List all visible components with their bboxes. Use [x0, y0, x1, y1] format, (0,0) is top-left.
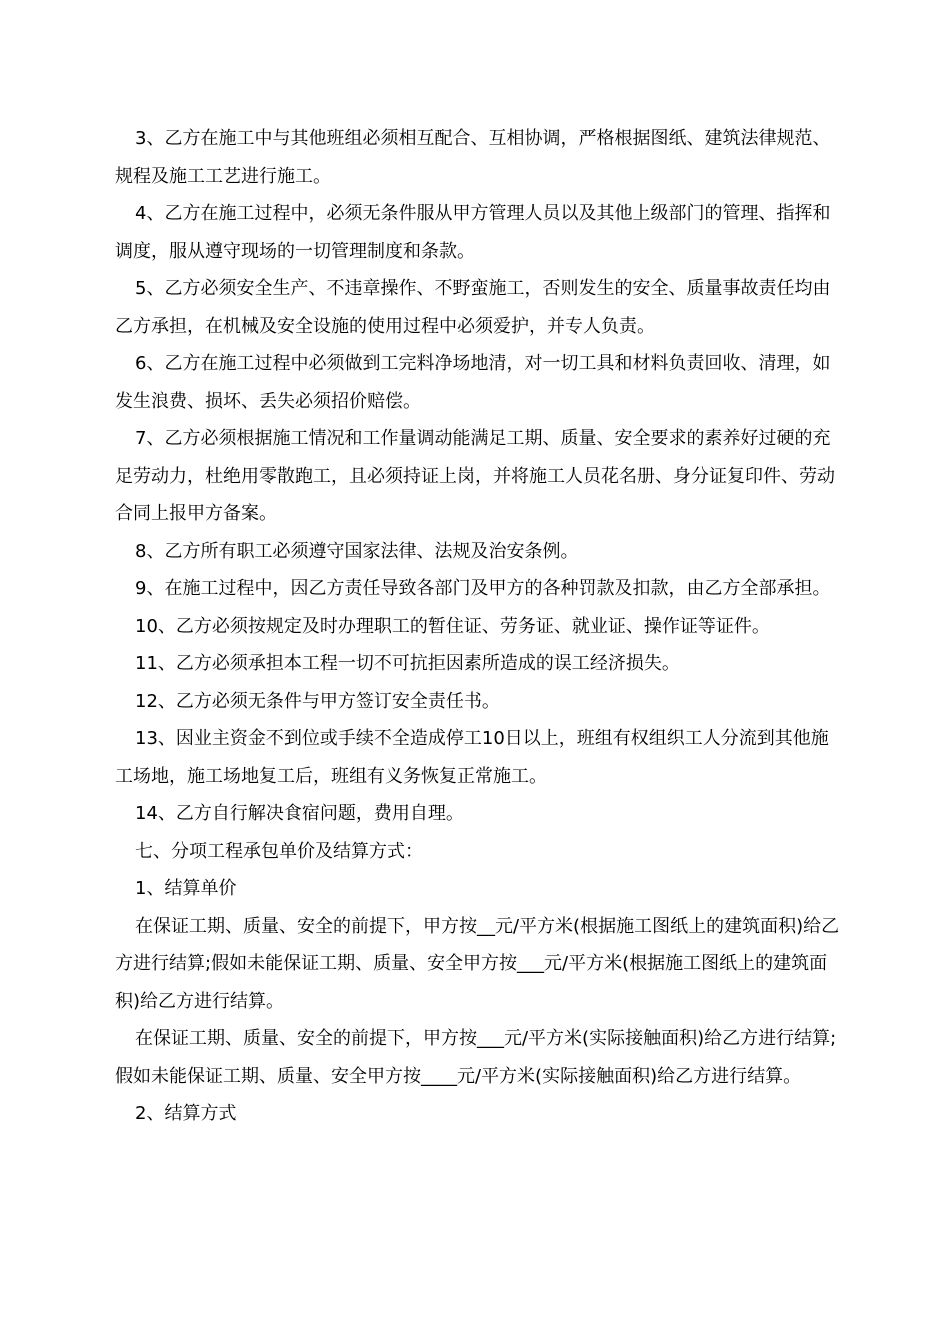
clause-14: 14、乙方自行解决食宿问题，费用自理。: [135, 803, 464, 824]
document-body: [115, 120, 845, 1133]
clause-8: 8、乙方所有职工必须遵守国家法律、法规及治安条例。: [135, 540, 579, 562]
subheading-settlement-method: 2、结算方式: [135, 1103, 237, 1124]
subheading-settlement-price: 1、结算单价: [135, 878, 237, 899]
clause-13: 13、因业主资金不到位或手续不全造成停工10日以上，班组有权组织工人分流到其他施工场地，施工场地复工后，班组有义务恢复正常施工。: [115, 728, 829, 787]
clause-6: 6、乙方在施工过程中必须做到工完料净场地清，对一切工具和材料负责回收、清理，如发生浪费、损坏、丢失必须招价赔偿。: [115, 353, 831, 412]
clause-7: 7、乙方必须根据施工情况和工作量调动能满足工期、质量、安全要求的素养好过硬的充足劳动力，杜绝用零散跑工，且必须持证上岗，并将施工人员花名册、身分证复印件、劳动合同上报甲方备案。: [115, 428, 835, 524]
clause-11: 11、乙方必须承担本工程一切不可抗拒因素所造成的误工经济损失。: [135, 653, 680, 674]
clause-3: 3、乙方在施工中与其他班组必须相互配合、互相协调，严格根据图纸、建筑法律规范、规程及施工工艺进行施工。: [115, 128, 831, 187]
clause-5: 5、乙方必须安全生产、不违章操作、不野蛮施工，否则发生的安全、质量事故责任均由乙方承担，在机械及安全设施的使用过程中必须爱护，并专人负责。: [115, 278, 831, 337]
settlement-price-contact-area: 在保证工期、质量、安全的前提下，甲方按___元/平方米(实际接触面积)给乙方进行结算;假如未能保证工期、质量、安全甲方按____元/平方米(实际接触面积)给乙方进行结算。: [115, 1028, 837, 1087]
clause-9: 9、在施工过程中，因乙方责任导致各部门及甲方的各种罚款及扣款，由乙方全部承担。: [135, 578, 831, 599]
clause-4: 4、乙方在施工过程中，必须无条件服从甲方管理人员以及其他上级部门的管理、指挥和调度，服从遵守现场的一切管理制度和条款。: [115, 203, 831, 262]
section-heading-7: 七、分项工程承包单价及结算方式：: [135, 840, 423, 862]
settlement-price-building-area: 在保证工期、质量、安全的前提下，甲方按__元/平方米(根据施工图纸上的建筑面积)给乙方进行结算;假如未能保证工期、质量、安全甲方按___元/平方米(根据施工图纸上的建筑面积)给乙方进行结算。: [115, 915, 840, 1012]
clause-12: 12、乙方必须无条件与甲方签订安全责任书。: [135, 690, 500, 712]
clause-10: 10、乙方必须按规定及时办理职工的暂住证、劳务证、就业证、操作证等证件。: [135, 615, 770, 637]
